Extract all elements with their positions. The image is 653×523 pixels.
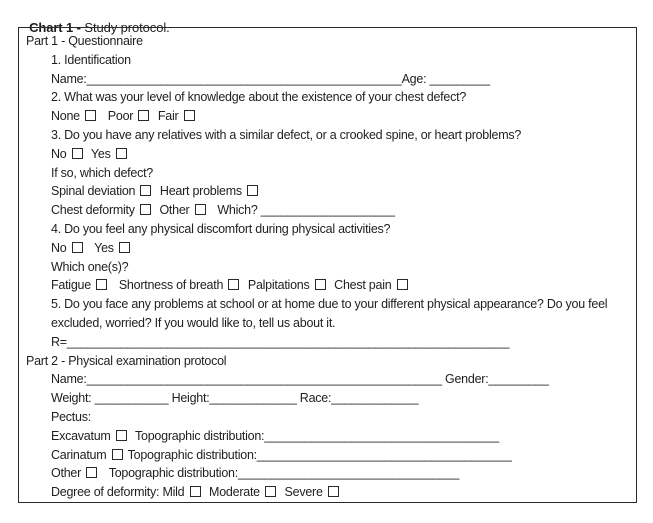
blank-field: _____________________________________________________ [86,372,442,387]
text-run: Fair [151,109,182,124]
form-line [51,201,636,220]
form-line [51,145,636,164]
text-run: Spinal deviation [51,184,139,199]
text-run: 1. Identification [51,52,131,67]
checkbox-icon [72,242,83,253]
text-run: Part 1 - Questionnaire [26,34,143,48]
text-run: No [51,240,70,255]
text-run: Chest deformity [51,203,139,218]
form-line [51,258,636,277]
form-line [51,51,636,70]
form-line [51,239,636,258]
checkbox-icon [116,430,127,441]
form-line [51,446,636,465]
text-run: Moderate [202,485,264,500]
checkbox-icon [85,110,96,121]
text-run: Name: [51,71,87,86]
form-line [51,276,636,295]
text-run: If so, which defect? [51,165,154,180]
text-run: Which one(s)? [51,259,129,274]
form-line [51,427,636,446]
blank-field: _________ [488,372,549,387]
text-run: Chest pain [327,278,395,293]
checkbox-icon [328,486,339,497]
blank-field: _________ [429,71,490,86]
text-run: Pectus: [51,409,91,424]
text-run: Shortness of breath [109,278,227,293]
checkbox-icon [265,486,276,497]
form-line [51,333,636,352]
blank-field: ___________________________________ [264,428,499,443]
checkbox-icon [140,185,151,196]
text-run: Weight: [51,391,95,406]
checkbox-icon [96,279,107,290]
text-run: 3. Do you have any relatives with a similar defect, or a crooked spine, or heart problems? [51,127,522,142]
checkbox-icon [86,467,97,478]
form-line [26,32,636,51]
form-line [51,464,636,483]
text-run: Fatigue [51,278,95,293]
form-line [51,370,636,389]
text-run: No [51,146,70,161]
text-run: Which? [207,203,261,218]
text-run: Yes [84,146,114,161]
form-line [51,107,636,126]
text-run: Carinatum [51,447,110,462]
figure-caption-text: Study protocol. [80,20,170,35]
text-run: 2. What was your level of knowledge about the existence of your chest defect? [51,90,467,105]
text-run: Other [153,203,193,218]
text-run: None [51,109,84,124]
text-run: Part 2 - Physical examination protocol [26,353,227,368]
form-line [51,70,636,89]
blank-field: _______________________________________________ [86,71,402,86]
text-run: Name: [51,372,87,387]
figure-caption-label: Chart 1 - [29,20,81,35]
text-run: Palpitations [241,278,313,293]
text-run: Yes [84,240,118,255]
checkbox-icon [116,148,127,159]
text-run: Degree of deformity: Mild [51,485,188,500]
text-run: Severe [278,485,326,500]
text-run: Heart problems [153,184,246,199]
text-run: R= [51,334,67,349]
checkbox-icon [397,279,408,290]
checkbox-icon [247,185,258,196]
form-line [51,408,636,427]
blank-field: __________________________________________________________________ [66,334,510,349]
text-run: Other [51,466,85,481]
form-line [51,164,636,183]
text-run: Topographic distribution: [128,428,265,443]
form-line [26,352,636,371]
checkbox-icon [72,148,83,159]
checkbox-icon [138,110,149,121]
text-run: Height: [168,391,210,406]
checkbox-icon [228,279,239,290]
text-run: Poor [98,109,137,124]
blank-field: _____________ [331,391,419,406]
text-run: Age: [401,71,430,86]
text-run: Topographic distribution: [124,447,257,462]
text-run: Excavatum [51,428,114,443]
checkbox-icon [315,279,326,290]
checkbox-icon [140,204,151,215]
text-run: 4. Do you feel any physical discomfort during physical activities? [51,221,391,236]
blank-field: _________________________________ [237,466,460,481]
text-run: Race: [296,391,332,406]
blank-field: ____________________ [260,203,395,218]
text-run: 5. Do you face any problems at school or at home due to your different physical appearance? Do you feel [51,297,608,312]
text-run: excluded, worried? If you would like to, tell us about it. [51,315,336,330]
checkbox-icon [112,449,123,460]
form-line [51,126,636,145]
form-line [51,88,636,107]
checkbox-icon [119,242,130,253]
form-line [51,483,636,502]
form-line [51,295,636,314]
form-line [51,220,636,239]
text-run: Topographic distribution: [99,466,238,481]
form-line [51,182,636,201]
checkbox-icon [184,110,195,121]
blank-field: ______________________________________ [256,447,512,462]
text-run: Gender: [441,372,489,387]
checkbox-icon [195,204,206,215]
blank-field: _____________ [209,391,297,406]
form-line [51,389,636,408]
checkbox-icon [190,486,201,497]
blank-field: ___________ [94,391,169,406]
form-line [51,314,636,333]
protocol-box [18,27,637,503]
